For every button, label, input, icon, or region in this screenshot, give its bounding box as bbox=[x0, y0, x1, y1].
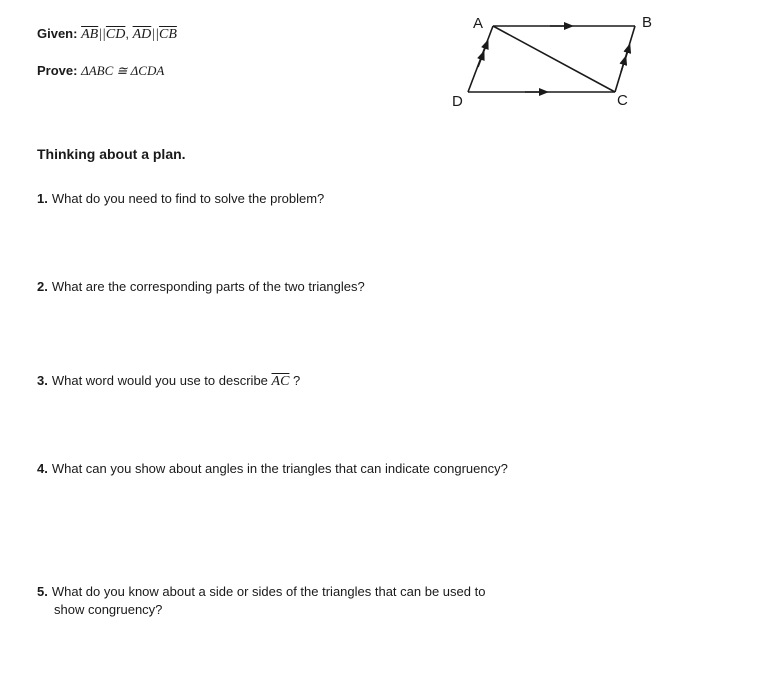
question-number: 5. bbox=[37, 584, 48, 599]
segment-ad: $\overline{AD}$ bbox=[132, 27, 152, 42]
parallelogram-figure bbox=[440, 5, 670, 115]
prove-label: Prove: bbox=[37, 63, 78, 78]
parallel-symbol: || bbox=[98, 27, 106, 42]
question-text: What do you need to find to solve the problem? bbox=[51, 191, 325, 206]
given-statement bbox=[37, 26, 177, 43]
question-text-line2: show congruency? bbox=[54, 602, 163, 617]
question-number: 3. bbox=[37, 373, 48, 388]
double-arrow-da-2 bbox=[482, 43, 487, 56]
plan-heading: Thinking about a plan. bbox=[37, 146, 186, 162]
question-3 bbox=[37, 372, 300, 391]
question-number: 2. bbox=[37, 279, 48, 294]
question-5 bbox=[37, 583, 485, 619]
segment-ac: $\overline{AC}$ bbox=[271, 374, 290, 389]
point-c-label: C bbox=[617, 92, 628, 109]
segment-cb: $\overline{CB}$ bbox=[158, 27, 177, 42]
point-d-label: D bbox=[452, 93, 463, 110]
prove-statement bbox=[37, 63, 164, 79]
question-text: What can you show about angles in the triangles that can indicate congruency? bbox=[51, 461, 508, 476]
point-b-label: B bbox=[642, 14, 653, 31]
question-4 bbox=[37, 460, 508, 478]
question-text: What word would you use to describe bbox=[51, 373, 268, 388]
double-arrow-cb-1 bbox=[621, 59, 625, 72]
question-number: 4. bbox=[37, 461, 48, 476]
double-arrow-cb-2 bbox=[625, 47, 629, 60]
question-mark: ? bbox=[293, 373, 301, 388]
diagonal-ac bbox=[493, 26, 615, 92]
question-number: 1. bbox=[37, 191, 48, 206]
segment-ab: $\overline{AB}$ bbox=[81, 27, 99, 42]
point-a-label: A bbox=[473, 15, 484, 32]
question-text-line1: What do you know about a side or sides of the triangles that can be used to bbox=[51, 584, 486, 599]
given-label: Given: bbox=[37, 26, 78, 41]
segment-cd: $\overline{CD}$ bbox=[105, 27, 126, 42]
prove-expression: ΔABC ≅ ΔCDA bbox=[81, 63, 165, 78]
comma: , bbox=[125, 26, 129, 41]
question-1 bbox=[37, 190, 324, 208]
parallel-symbol: || bbox=[151, 27, 159, 42]
question-text: What are the corresponding parts of the two triangles? bbox=[51, 279, 365, 294]
question-2 bbox=[37, 278, 365, 296]
